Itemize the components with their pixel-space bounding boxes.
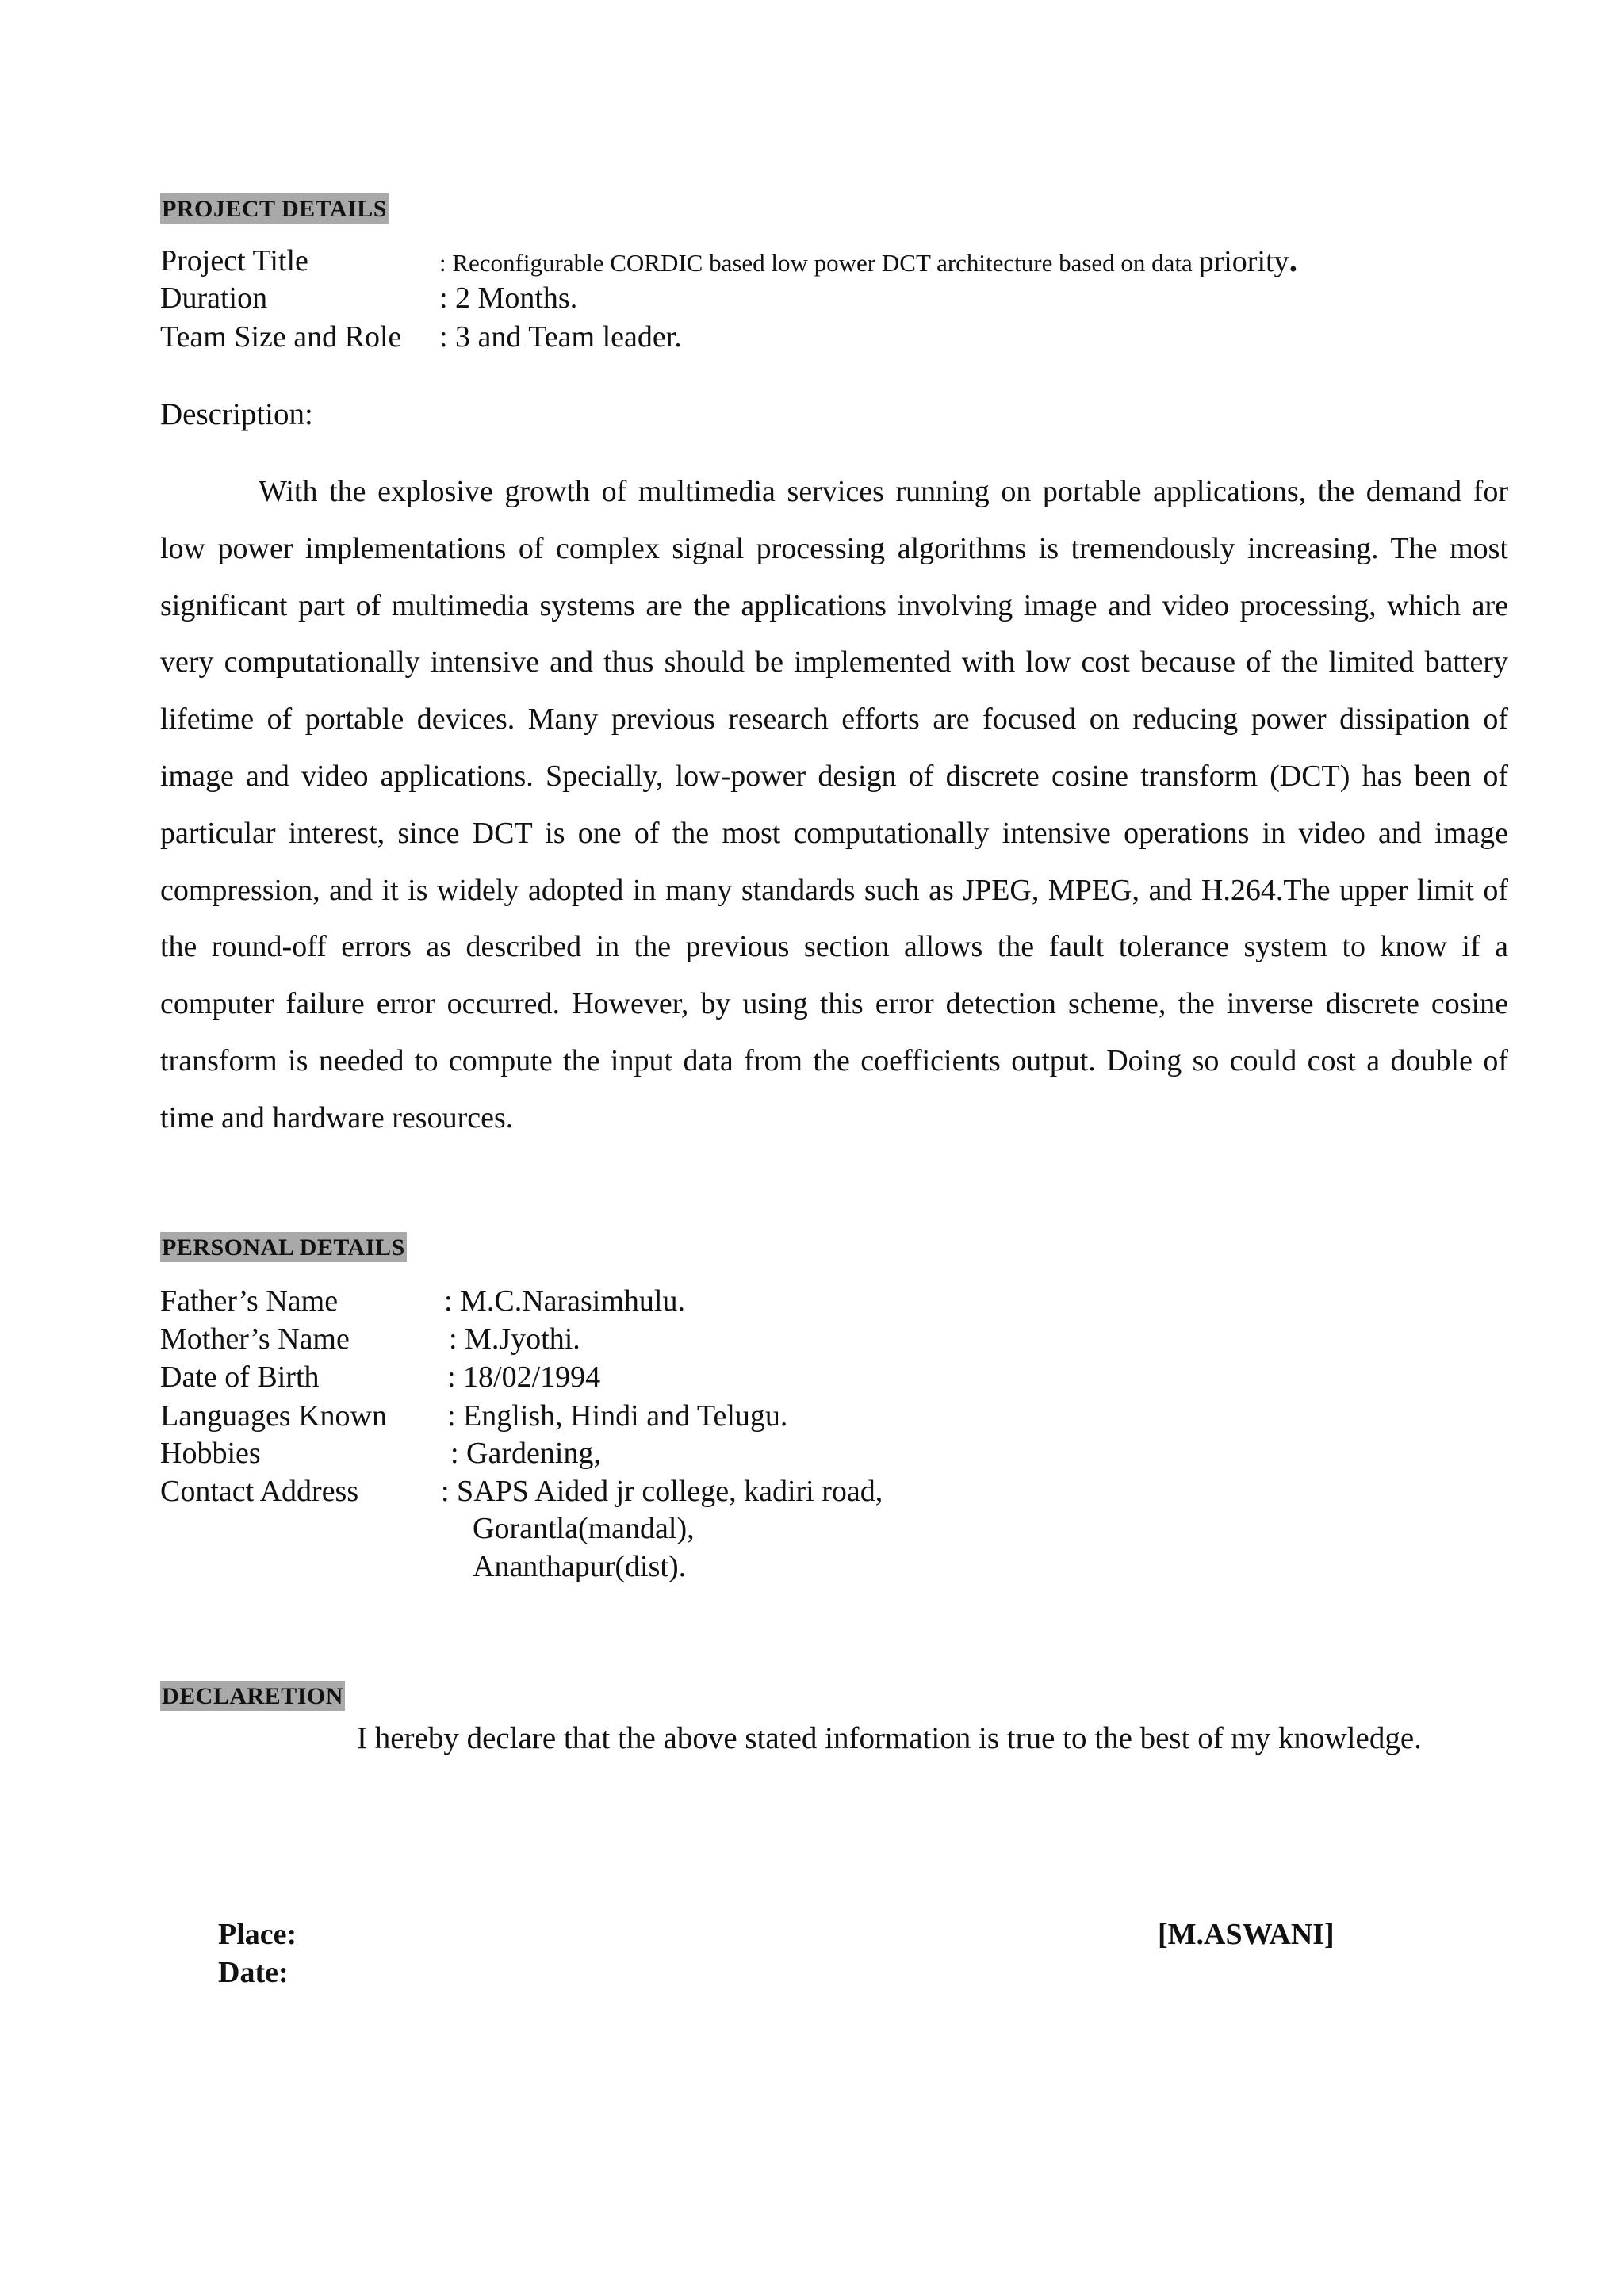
project-title-label: Project Title: [160, 244, 308, 277]
duration-value: : 2 Months.: [439, 281, 578, 315]
languages-label: Languages Known: [160, 1399, 387, 1433]
project-title-text: : Reconfigurable CORDIC based low power DCT architecture based on data: [439, 249, 1199, 277]
declaration-text: I hereby declare that the above stated information is true to the best of my knowledge.: [357, 1721, 1422, 1755]
mother-value: : M.Jyothi.: [449, 1322, 580, 1356]
hobbies-value: : Gardening,: [450, 1437, 601, 1470]
date-label: Date:: [218, 1956, 289, 1989]
team-value: : 3 and Team leader.: [439, 320, 682, 354]
dob-label: Date of Birth: [160, 1360, 320, 1394]
place-label: Place:: [218, 1918, 297, 1951]
mother-label: Mother’s Name: [160, 1322, 350, 1356]
duration-label: Duration: [160, 281, 268, 315]
address-value-line-2: Gorantla(mandal),: [473, 1512, 695, 1545]
team-label: Team Size and Role: [160, 320, 402, 354]
project-title-value: [439, 243, 1297, 281]
address-value-line-3: Ananthapur(dist).: [473, 1550, 687, 1583]
address-value-line-1: : SAPS Aided jr college, kadiri road,: [441, 1475, 883, 1508]
project-details-heading: PROJECT DETAILS: [160, 193, 389, 224]
address-label: Contact Address: [160, 1475, 359, 1508]
project-title-period: .: [1289, 243, 1298, 279]
declaration-heading: DECLARETION: [160, 1681, 345, 1711]
personal-details-heading: PERSONAL DETAILS: [160, 1232, 407, 1262]
languages-value: : English, Hindi and Telugu.: [447, 1399, 788, 1433]
project-title-last-word: priority: [1198, 245, 1289, 278]
description-label: Description:: [160, 397, 313, 431]
project-description: With the explosive growth of multimedia services running on portable applications, the demand for low power implementations of complex signal processing algorithms is tremendously increasing. The most significant part of multimedia systems are the applications involving image and video processing, which are very computationally intensive and thus should be implemented with low cost because of the limited battery lifetime of portable devices. Many previous research efforts are focused on reducing power dissipation of image and video applications. Specially, low-power design of discrete cosine transform (DCT) has been of particular interest, since DCT is one of the most computationally intensive operations in video and image compression, and it is widely adopted in many standards such as JPEG, MPEG, and H.264.The upper limit of the round-off errors as described in the previous section allows the fault tolerance system to know if a computer failure error occurred. However, by using this error detection scheme, the inverse discrete cosine transform is needed to compute the input data from the coefficients output. Doing so could cost a double of time and hardware resources.: [160, 475, 1508, 1135]
signatory-name: [M.ASWANI]: [1158, 1918, 1335, 1951]
hobbies-label: Hobbies: [160, 1437, 261, 1470]
father-value: : M.C.Narasimhulu.: [444, 1284, 685, 1318]
father-label: Father’s Name: [160, 1284, 339, 1318]
dob-value: : 18/02/1994: [447, 1360, 601, 1394]
